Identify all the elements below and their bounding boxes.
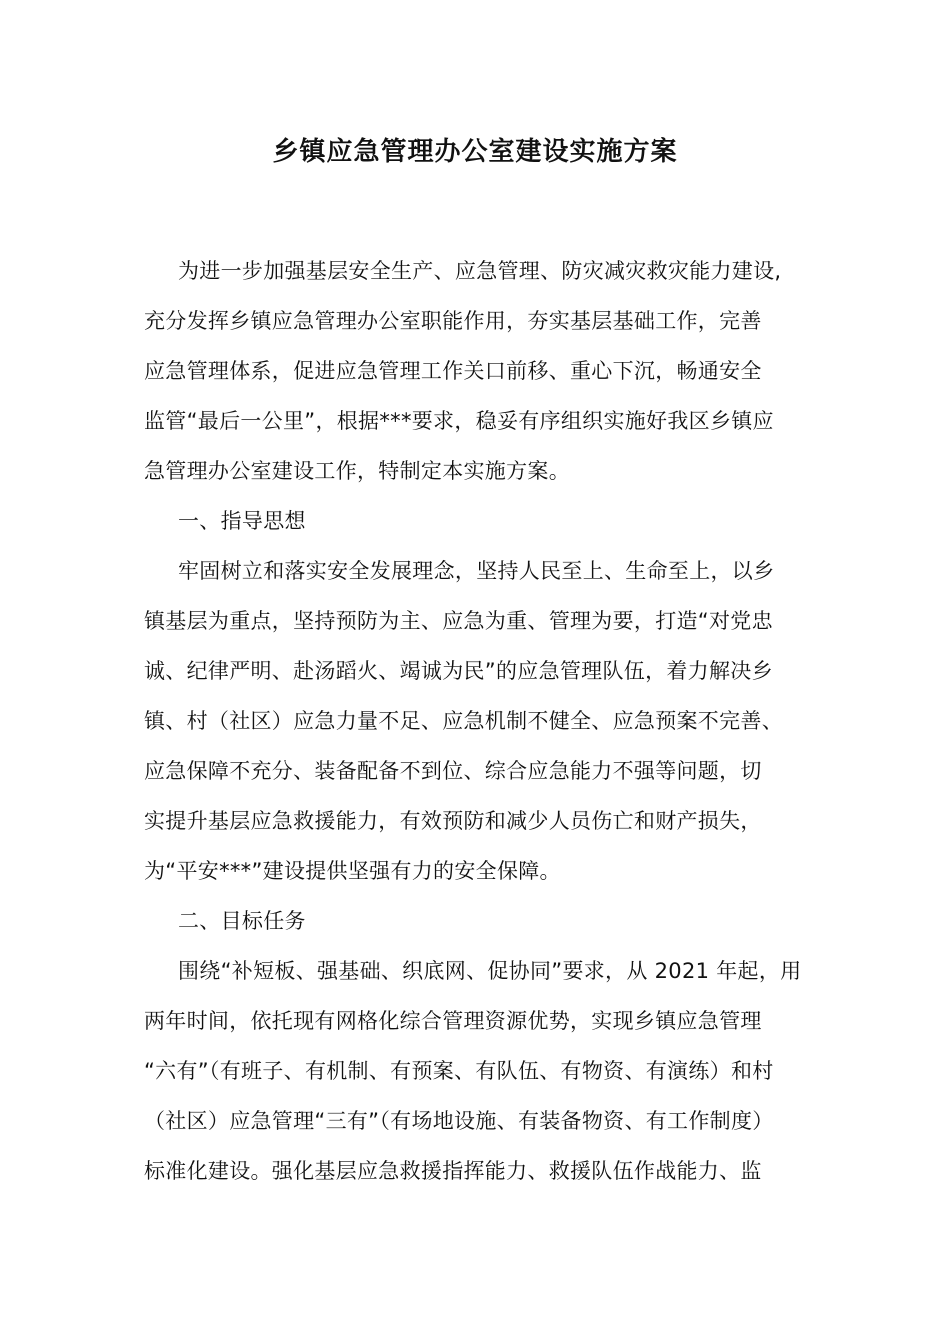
paragraph-line: 应急管理体系，促进应急管理工作关口前移、重心下沉，畅通安全 (144, 359, 762, 383)
paragraph-line: 诚、纪律严明、赴汤蹈火、竭诚为民”的应急管理队伍，着力解决乡 (144, 659, 773, 683)
paragraph-line: 为进一步加强基层安全生产、应急管理、防灾减灾救灾能力建设, (178, 259, 782, 283)
paragraph-line: “六有”（有班子、有机制、有预案、有队伍、有物资、有演练）和村 (144, 1059, 774, 1083)
paragraph-line: 监管“最后一公里”，根据***要求，稳妥有序组织实施好我区乡镇应 (144, 409, 774, 433)
paragraph-line: 为“平安***”建设提供坚强有力的安全保障。 (144, 859, 561, 883)
document-title: 乡镇应急管理办公室建设实施方案 (272, 137, 678, 167)
paragraph-line: 应急保障不充分、装备配备不到位、综合应急能力不强等问题，切 (144, 759, 762, 783)
paragraph-line: 实提升基层应急救援能力，有效预防和减少人员伤亡和财产损失， (144, 809, 762, 833)
paragraph-line: 围绕“补短板、强基础、织底网、促协同”要求，从 2021 年起，用 (178, 959, 802, 983)
paragraph-line: 镇、村（社区）应急力量不足、应急机制不健全、应急预案不完善、 (144, 709, 783, 733)
section-heading: 二、目标任务 (178, 909, 306, 933)
section-heading: 一、指导思想 (178, 509, 306, 533)
paragraph-line: 急管理办公室建设工作，特制定本实施方案。 (144, 459, 570, 483)
paragraph-line: （社区）应急管理“三有”（有场地设施、有装备物资、有工作制度） (144, 1109, 774, 1133)
paragraph-line: 镇基层为重点，坚持预防为主、应急为重、管理为要，打造“对党忠 (144, 609, 773, 633)
paragraph-line: 牢固树立和落实安全发展理念，坚持人民至上、生命至上，以乡 (178, 559, 775, 583)
paragraph-line: 两年时间，依托现有网格化综合管理资源优势，实现乡镇应急管理 (144, 1009, 762, 1033)
paragraph-line: 充分发挥乡镇应急管理办公室职能作用，夯实基层基础工作，完善 (144, 309, 762, 333)
paragraph-line: 标准化建设。强化基层应急救援指挥能力、救援队伍作战能力、监 (144, 1159, 762, 1183)
